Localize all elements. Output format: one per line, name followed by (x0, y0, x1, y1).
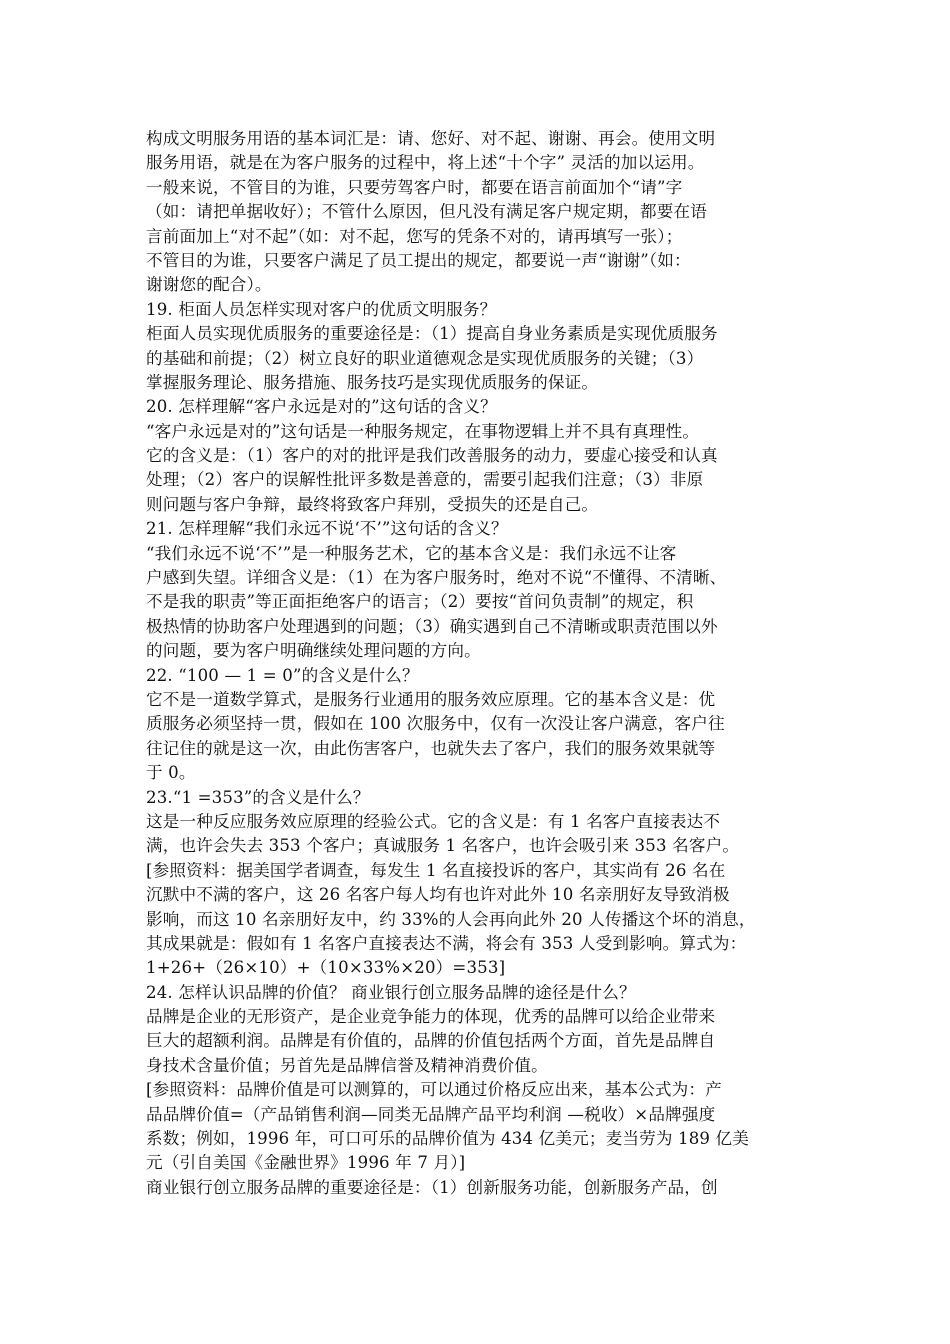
text-line: 它不是一道数学算式，是服务行业通用的服务效应原理。它的基本含义是：优 (146, 689, 716, 709)
text-line: 往记住的就是这一次，由此伤害客户，也就失去了客户，我们的服务效果就等 (146, 738, 716, 758)
text-line: 处理；（2）客户的误解性批评多数是善意的，需要引起我们注意；（3）非原 (146, 470, 704, 490)
text-line: “客户永远是对的”这句话是一种服务规定，在事物逻辑上并不具有真理性。 (146, 421, 700, 441)
text-line: 影响，而这 10 名亲朋好友中，约 33%的人会再向此外 20 人传播这个坏的消息， (146, 909, 756, 929)
text-line: 的问题，要为客户明确继续处理问题的方向。 (146, 641, 481, 661)
text-line: 谢谢您的配合）。 (146, 275, 272, 295)
text-line: 构成文明服务用语的基本词汇是：请、您好、对不起、谢谢、再会。使用文明 (146, 129, 716, 148)
text-line: 品牌是企业的无形资产，是企业竞争能力的体现，优秀的品牌可以给企业带来 (146, 1007, 716, 1027)
text-line: 24. 怎样认识品牌的价值？ 商业银行创立服务品牌的途径是什么？ (146, 982, 636, 1002)
text-line: [参照资料：品牌价值是可以测算的，可以通过价格反应出来，基本公式为：产 (146, 1080, 722, 1100)
text-line: 23.“1 =353”的含义是什么？ (146, 787, 370, 807)
text-line: 巨大的超额利润。品牌是有价值的，品牌的价值包括两个方面，首先是品牌自 (146, 1031, 716, 1051)
text-line: 满，也许会失去 353 个客户；真诚服务 1 名客户，也许会吸引来 353 名客户。 (146, 836, 740, 856)
text-line: 21. 怎样理解“我们永远不说‘不’”这句话的含义？ (146, 519, 508, 539)
text-line: 服务用语，就是在为客户服务的过程中，将上述“十个字” 灵活的加以运用。 (146, 153, 705, 173)
text-line: 沉默中不满的客户，这 26 名客户每人均有也许对此外 10 名亲朋好友导致消极 (146, 885, 730, 905)
text-line: 元（引自美国《金融世界》1996 年 7 月）] (146, 1153, 466, 1173)
text-line: 系数；例如，1996 年，可口可乐的品牌价值为 434 亿美元；麦当劳为 189 亿美 (146, 1129, 750, 1149)
text-line: 言前面加上“对不起”（如：对不起，您写的凭条不对的，请再填写一张）； (146, 226, 683, 246)
text-line: 的基础和前提；（2）树立良好的职业道德观念是实现优质服务的关键；（3） (146, 348, 704, 368)
text-line: [参照资料：据美国学者调查，每发生 1 名直接投诉的客户，其实尚有 26 名在 (146, 860, 726, 880)
text-line: 它的含义是：（1）客户的对的批评是我们改善服务的动力，要虚心接受和认真 (146, 446, 718, 466)
text-line: 1+26+（26×10）+（10×33%×20）=353] (146, 958, 506, 978)
text-line: 这是一种反应服务效应原理的经验公式。它的含义是：有 1 名客户直接表达不 (146, 811, 721, 831)
text-line: 掌握服务理论、服务措施、服务技巧是实现优质服务的保证。 (146, 372, 599, 392)
text-line: 一般来说，不管目的为谁，只要劳驾客户时，都要在语言前面加个“请”字 (146, 177, 683, 197)
text-line: 商业银行创立服务品牌的重要途径是：（1）创新服务功能，创新服务产品，创 (146, 1177, 718, 1197)
text-line: 则问题与客户争辩，最终将致客户拜别，受损失的还是自己。 (146, 494, 599, 514)
text-line: 20. 怎样理解“客户永远是对的”这句话的含义？ (146, 397, 497, 417)
text-line: 身技术含量价值；另首先是品牌信誉及精神消费价值。 (146, 1055, 548, 1075)
text-line: 质服务必须坚持一贯，假如在 100 次服务中，仅有一次没让客户满意，客户往 (146, 714, 725, 734)
text-line: （如：请把单据收好）；不管什么原因，但凡没有满足客户规定期，都要在语 (146, 202, 707, 222)
text-line: “我们永远不说‘不’”是一种服务艺术，它的基本含义是：我们永远不让客 (146, 543, 677, 563)
text-line: 19. 柜面人员怎样实现对客户的优质文明服务？ (146, 299, 497, 319)
text-line: 不是我的职责”等正面拒绝客户的语言；（2）要按“首问负责制”的规定，积 (146, 592, 694, 612)
text-line: 于 0。 (146, 763, 196, 783)
text-line: 极热情的协助客户处理遇到的问题；（3）确实遇到自己不清晰或职责范围以外 (146, 616, 718, 636)
text-line: 品品牌价值=（产品销售利润—同类无品牌产品平均利润 —税收）×品牌强度 (146, 1104, 716, 1124)
text-line: 户感到失望。详细含义是：（1）在为客户服务时，绝对不说“不懂得、不清晰、 (146, 568, 727, 588)
text-line: 不管目的为谁，只要客户满足了员工提出的规定，都要说一声“谢谢”（如： (146, 250, 691, 270)
text-line: 22. “100 — 1 = 0”的含义是什么？ (146, 665, 419, 685)
text-line: 其成果就是：假如有 1 名客户直接表达不满，将会有 353 人受到影响。算式为： (146, 933, 747, 953)
text-line: 柜面人员实现优质服务的重要途径是：（1）提高自身业务素质是实现优质服务 (146, 324, 718, 344)
document-body (146, 127, 816, 1200)
